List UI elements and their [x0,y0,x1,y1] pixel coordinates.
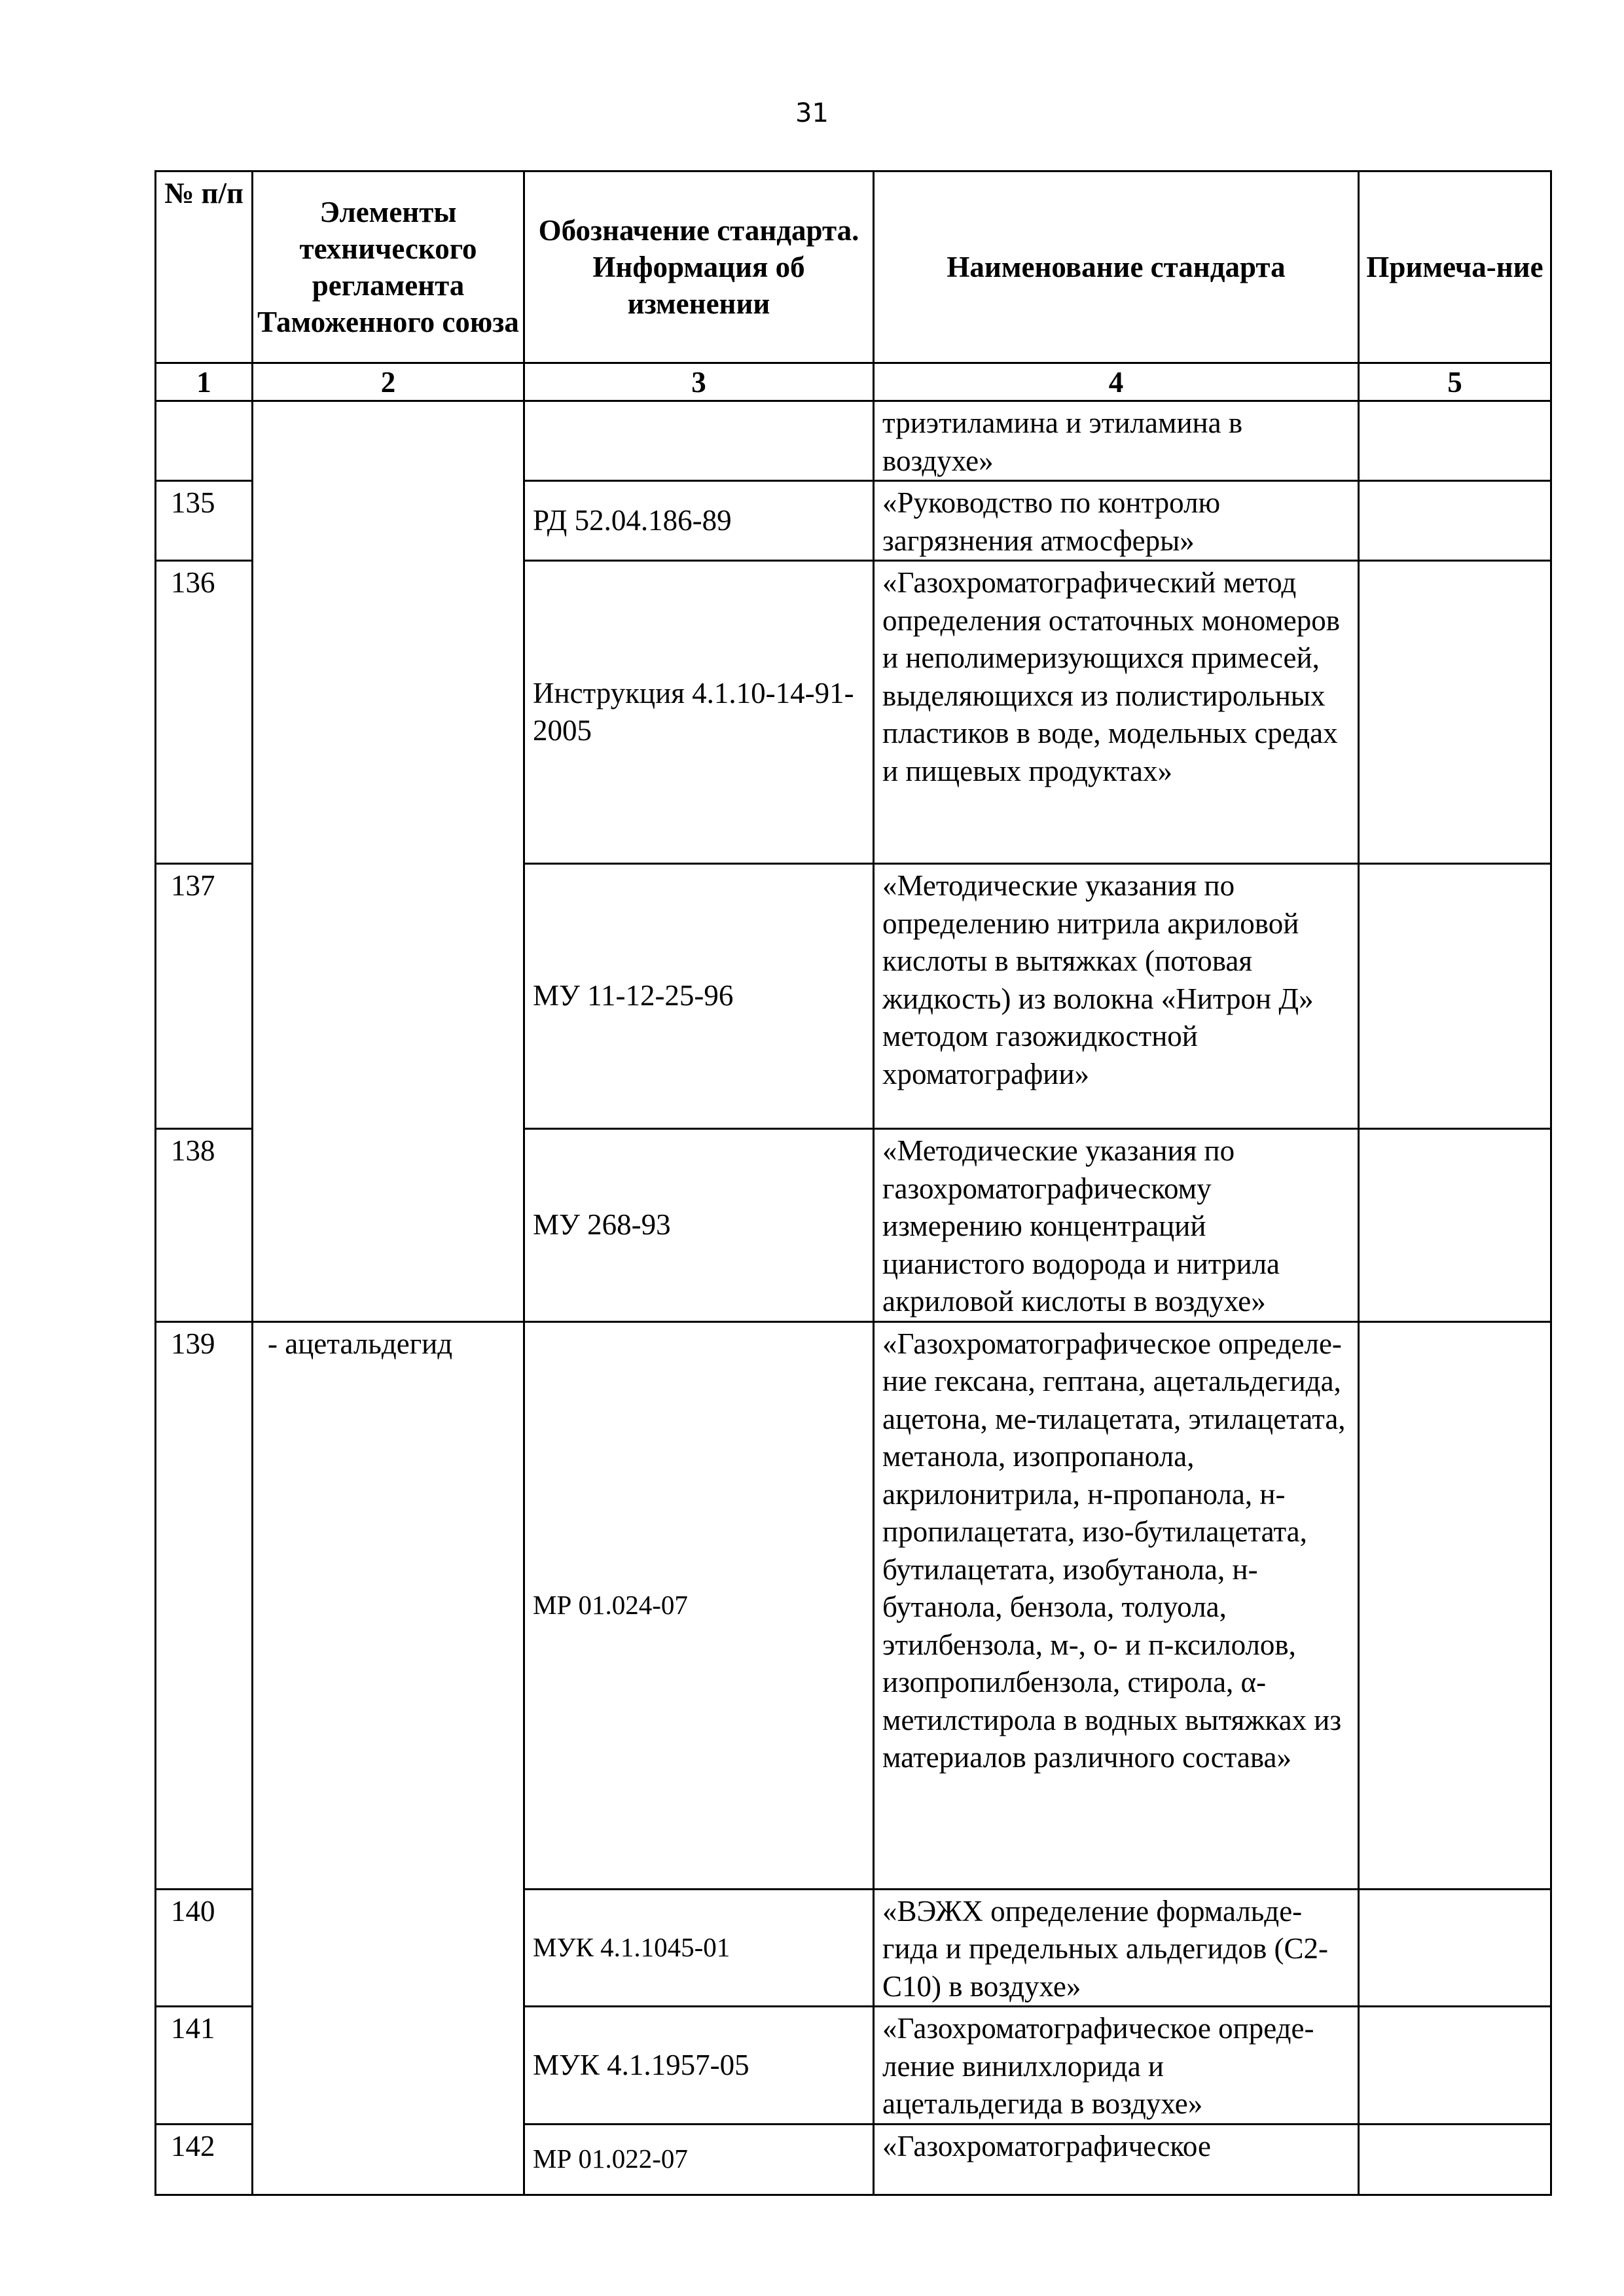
row-number: 136 [156,561,253,864]
row-note [1359,864,1551,1129]
column-number: 1 [156,363,253,401]
row-designation: РД 52.04.186-89 [524,481,874,561]
row-standard-name: триэтиламина и этиламина в воздухе» [874,401,1359,481]
row-designation: МУ 11-12-25-96 [524,864,874,1129]
row-standard-name: «Методические указания по газохроматографическому измерению концентраций цианистого водорода и нитрила акриловой кислоты в воздухе» [874,1129,1359,1322]
row-note [1359,1129,1551,1322]
row-element-group-1 [253,401,524,1322]
row-note [1359,561,1551,864]
page-number: 31 [795,98,829,128]
row-number: 141 [156,2007,253,2125]
header-designation: Обозначение стандарта. Информация об изменении [524,171,874,363]
row-designation: МР 01.022-07 [524,2124,874,2195]
row-note [1359,1321,1551,1889]
row-note [1359,481,1551,561]
row-number: 142 [156,2124,253,2195]
column-number: 4 [874,363,1359,401]
row-designation: Инструкция 4.1.10-14-91-2005 [524,561,874,864]
row-standard-name: «Газохроматографическое определе-ние гексана, гептана, ацетальдегида, ацетона, ме-тилацетата, этилацетата, метанола, изопропанола, акрилонитрила, н-пропанола, н-пропилацетата, изо-бутилацетата, бутилацетата, изобутанола, н-бутанола, бензола, толуола, этилбензола, м-, о- и п-ксилолов, изопропилбензола, стирола, α-метилстирола в водных вытяжках из материалов различного состава» [874,1321,1359,1889]
row-number: 139 [156,1321,253,1889]
row-standard-name: «Газохроматографическое [874,2124,1359,2195]
row-number: 140 [156,1889,253,2007]
row-element: - ацетальдегид [253,1321,524,2195]
column-number: 2 [253,363,524,401]
table-header-row [156,171,1551,363]
row-note [1359,401,1551,481]
row-note [1359,1889,1551,2007]
row-designation [524,401,874,481]
column-number-row [156,363,1551,401]
row-number: 135 [156,481,253,561]
row-designation: МУ 268-93 [524,1129,874,1322]
header-name: Наименование стандарта [874,171,1359,363]
row-number: 137 [156,864,253,1129]
column-number: 3 [524,363,874,401]
row-designation: МУК 4.1.1045-01 [524,1889,874,2007]
table-row [156,1321,1551,1889]
header-note: Примеча-ние [1359,171,1551,363]
column-number: 5 [1359,363,1551,401]
header-element: Элементы технического регламента Таможенного союза [253,171,524,363]
row-number [156,401,253,481]
row-designation: МР 01.024-07 [524,1321,874,1889]
standards-table [154,170,1552,2196]
row-standard-name: «Газохроматографическое опреде-ление винилхлорида и ацетальдегида в воздухе» [874,2007,1359,2125]
row-number: 138 [156,1129,253,1322]
row-designation: МУК 4.1.1957-05 [524,2007,874,2125]
row-note [1359,2124,1551,2195]
row-standard-name: «Методические указания по определению нитрила акриловой кислоты в вытяжках (потовая жидкость) из волокна «Нитрон Д» методом газожидкостной хроматографии» [874,864,1359,1129]
header-num: № п/п [156,171,253,363]
row-standard-name: «Газохроматографический метод определения остаточных мономеров и неполимеризующихся примесей, выделяющихся из полистирольных пластиков в воде, модельных средах и пищевых продуктах» [874,561,1359,864]
table-row [156,401,1551,481]
row-note [1359,2007,1551,2125]
row-standard-name: «Руководство по контролю загрязнения атмосферы» [874,481,1359,561]
row-standard-name: «ВЭЖХ определение формальде-гида и предельных альдегидов (С2-С10) в воздухе» [874,1889,1359,2007]
